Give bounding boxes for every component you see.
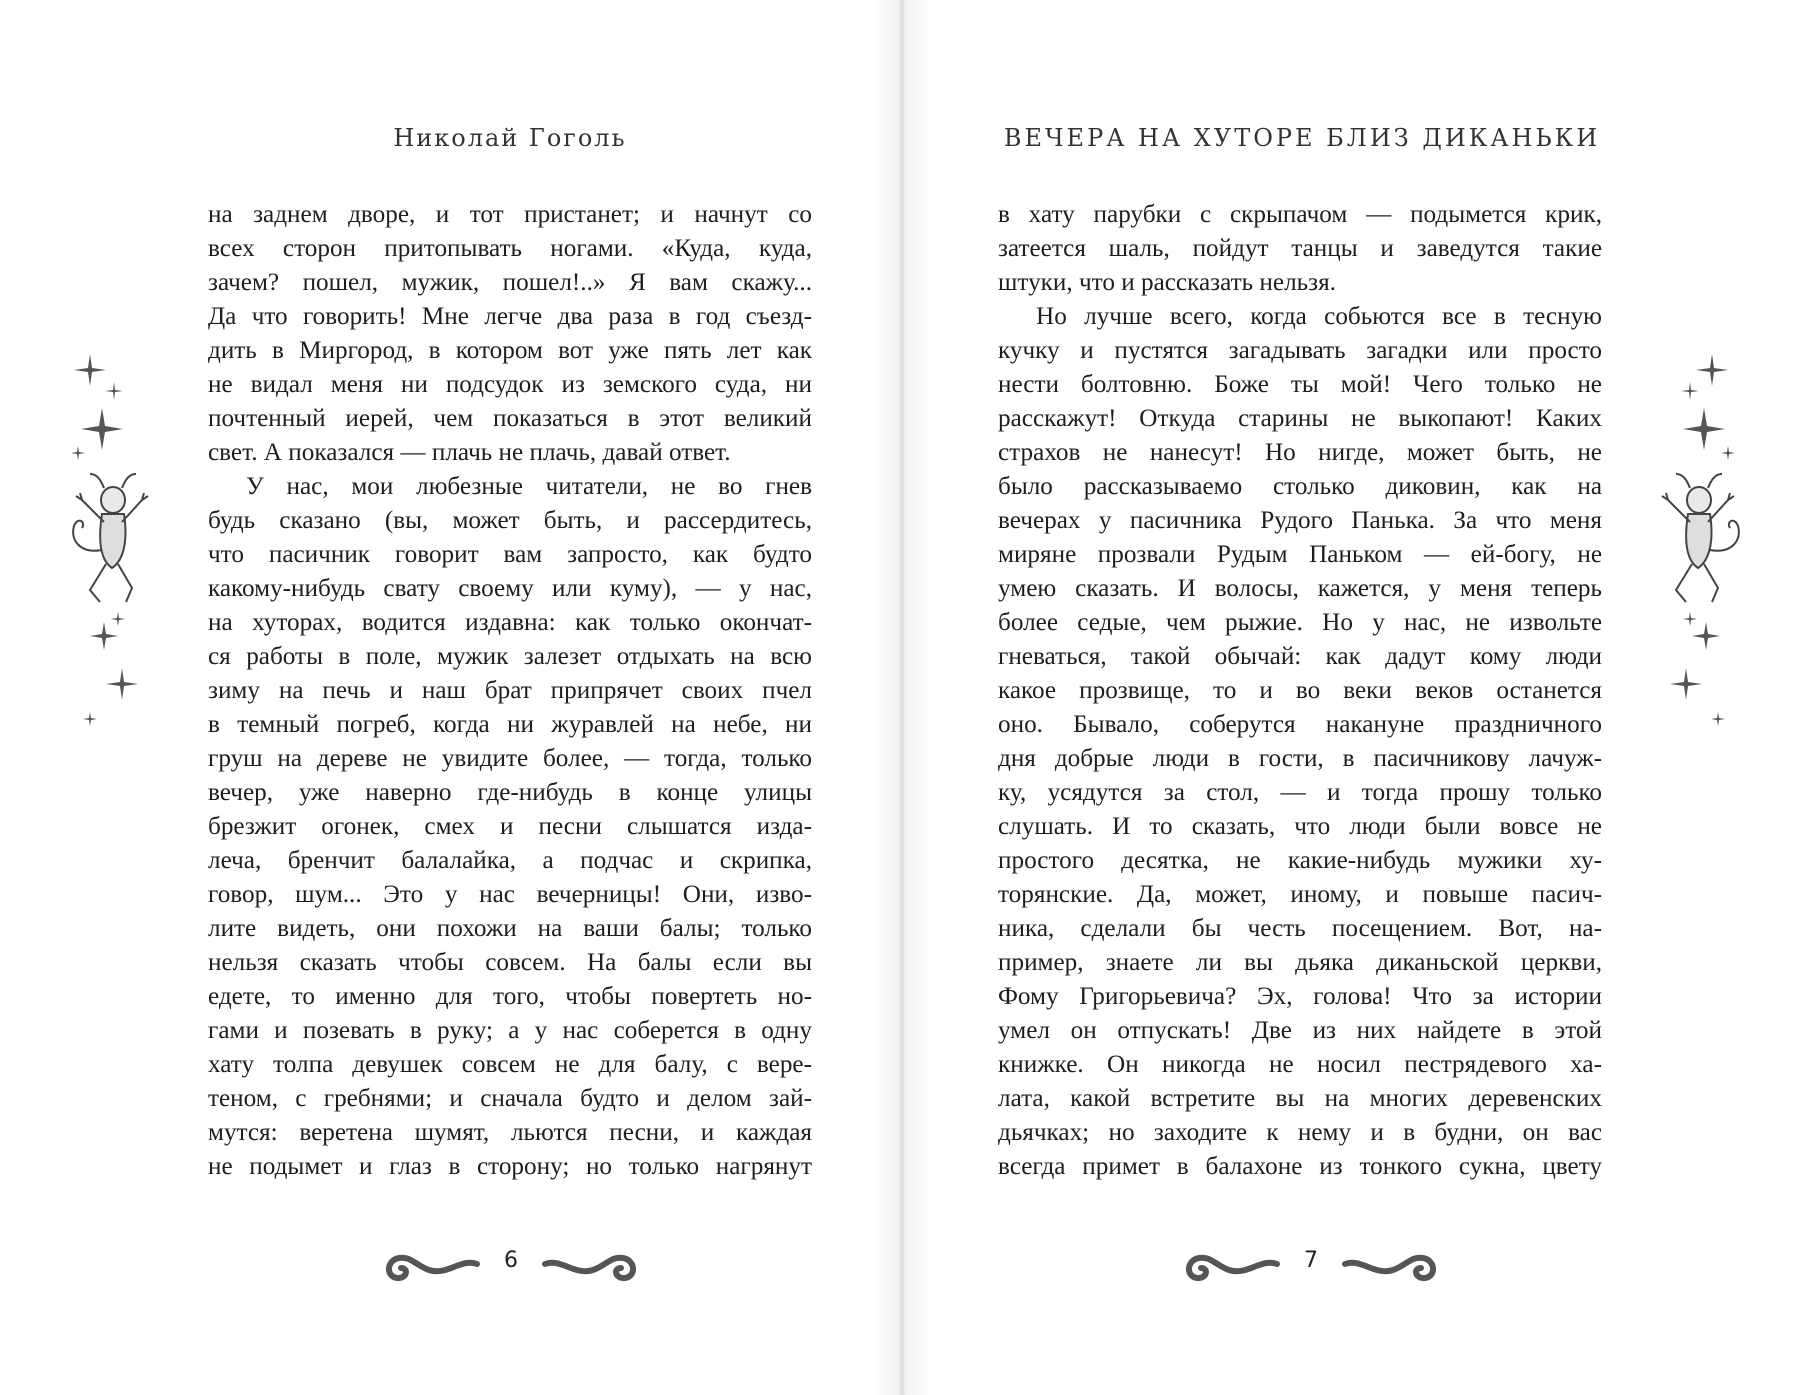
text-line: что пасичник говорит вам запросто, как будто [208, 541, 812, 568]
text-line: вечер, уже наверно где-нибудь в конце улицы [208, 779, 812, 806]
text-line: лата, какой встретите вы на многих деревенских [998, 1085, 1602, 1112]
curl-flourish-icon [1341, 1244, 1441, 1288]
text-line: едете, то именно для того, чтобы повертеть но- [208, 983, 812, 1010]
text-line: слушать. И то сказать, что люди были вовсе не [998, 813, 1602, 840]
devil-with-stars-icon [1642, 350, 1752, 730]
page-folio [381, 1244, 641, 1294]
text-line: дня добрые люди в гости, в пасичникову лачуж- [998, 745, 1602, 772]
curl-flourish-icon [541, 1244, 641, 1288]
text-line: Но лучше всего, когда собьются все в тесную [1036, 303, 1602, 330]
devil-with-stars-icon [60, 350, 170, 730]
text-line: всегда примет в балахоне из тонкого сукна, цвету [998, 1153, 1602, 1180]
text-line: не подымет и глаз в сторону; но только нагрянут [208, 1153, 812, 1180]
text-line: У нас, мои любезные читатели, не во гнев [246, 473, 812, 500]
text-line: нельзя сказать чтобы совсем. На балы если вы [208, 949, 812, 976]
text-line: Да что говорить! Мне легче два раза в год съезд- [208, 303, 812, 330]
page-folio [1181, 1244, 1441, 1294]
text-line: брезжит огонек, смех и песни слышатся изда- [208, 813, 812, 840]
right-page-body [998, 198, 1602, 1184]
text-line: какому-нибудь свату своему или куму), — у нас, [208, 575, 812, 602]
text-line: не видал меня ни подсудок из земского суда, ни [208, 371, 812, 398]
page-number: 7 [1304, 1248, 1318, 1273]
text-line: в хату парубки с скрыпачом — подымется крик, [998, 201, 1602, 228]
text-line: умею сказать. И волосы, кажется, у меня теперь [998, 575, 1602, 602]
text-line: в темный погреб, когда ни журавлей на небе, ни [208, 711, 812, 738]
text-line: на заднем дворе, и тот пристанет; и начнут со [208, 201, 812, 228]
text-line: книжке. Он никогда не носил пестрядевого ха- [998, 1051, 1602, 1078]
text-line: мутся: веретена шумят, льются песни, и каждая [208, 1119, 812, 1146]
text-line: страхов не нанесут! Но нигде, может быть, не [998, 439, 1602, 466]
text-line: будь сказано (вы, может быть, и рассердитесь, [208, 507, 812, 534]
text-line: на хуторах, водится издавна: как только окончат- [208, 609, 812, 636]
text-line: ся работы в поле, мужик залезет отдыхать на всю [208, 643, 812, 670]
text-line: умел он отпускать! Две из них найдете в этой [998, 1017, 1602, 1044]
running-head-author: Николай Гоголь [393, 124, 627, 152]
curl-flourish-icon [381, 1244, 481, 1288]
left-page-body [208, 198, 812, 1184]
text-line: зачем? пошел, мужик, пошел!..» Я вам скажу... [208, 269, 812, 296]
text-line: было рассказываемо столько диковин, как на [998, 473, 1602, 500]
text-line: всех сторон притопывать ногами. «Куда, куда, [208, 235, 812, 262]
text-line: теном, с гребнями; и сначала будто и делом зай- [208, 1085, 812, 1112]
text-line: лите видеть, они похожи на ваши балы; только [208, 915, 812, 942]
text-line: оно. Бывало, соберутся накануне праздничного [998, 711, 1602, 738]
right-page [902, 0, 1804, 1395]
text-line: почтенный иерей, чем показаться в этот великий [208, 405, 812, 432]
running-head-title: ВЕЧЕРА НА ХУТОРЕ БЛИЗ ДИКАНЬКИ [1003, 124, 1601, 152]
text-line: пример, знаете ли вы дьяка диканьской церкви, [998, 949, 1602, 976]
text-line: дьячках; но заходите к нему и в будни, он вас [998, 1119, 1602, 1146]
text-line: гами и позевать в руку; а у нас соберется в одну [208, 1017, 812, 1044]
page-number: 6 [504, 1248, 518, 1273]
text-line: штуки, что и рассказать нельзя. [998, 269, 1336, 296]
text-line: вечерах у пасичника Рудого Панька. За что меня [998, 507, 1602, 534]
text-line: какое прозвище, то и во веки веков останется [998, 677, 1602, 704]
text-line: леча, бренчит балалайка, а подчас и скрипка, [208, 847, 812, 874]
text-line: зиму на печь и наш брат припрячет своих пчел [208, 677, 812, 704]
text-line: расскажут! Откуда старины не выкопают! Каких [998, 405, 1602, 432]
text-line: груш на дереве не увидите более, — тогда, только [208, 745, 812, 772]
text-line: гневаться, такой обычай: как дадут кому люди [998, 643, 1602, 670]
text-line: говор, шум... Это у нас вечерницы! Они, изво- [208, 881, 812, 908]
text-line: более седые, чем рыжие. Но у нас, не извольте [998, 609, 1602, 636]
text-line: Фому Григорьевича? Эх, голова! Что за истории [998, 983, 1602, 1010]
text-line: кучку и пустятся загадывать загадки или просто [998, 337, 1602, 364]
text-line: свет. А показался — плачь не плачь, давай ответ. [208, 439, 731, 466]
curl-flourish-icon [1181, 1244, 1281, 1288]
text-line: миряне прозвали Рудым Паньком — ей-богу, не [998, 541, 1602, 568]
text-line: ника, сделали бы честь посещением. Вот, на- [998, 915, 1602, 942]
text-line: торянские. Да, может, иному, и повыше пасич- [998, 881, 1602, 908]
text-line: ку, усядутся за стол, — и тогда прошу только [998, 779, 1602, 806]
text-line: дить в Миргород, в котором вот уже пять лет как [208, 337, 812, 364]
text-line: хату толпа девушек совсем не для балу, с вере- [208, 1051, 812, 1078]
text-line: нести болтовню. Боже ты мой! Чего только не [998, 371, 1602, 398]
text-line: затеется шаль, пойдут танцы и заведутся такие [998, 235, 1602, 262]
text-line: простого десятка, не какие-нибудь мужики ху- [998, 847, 1602, 874]
